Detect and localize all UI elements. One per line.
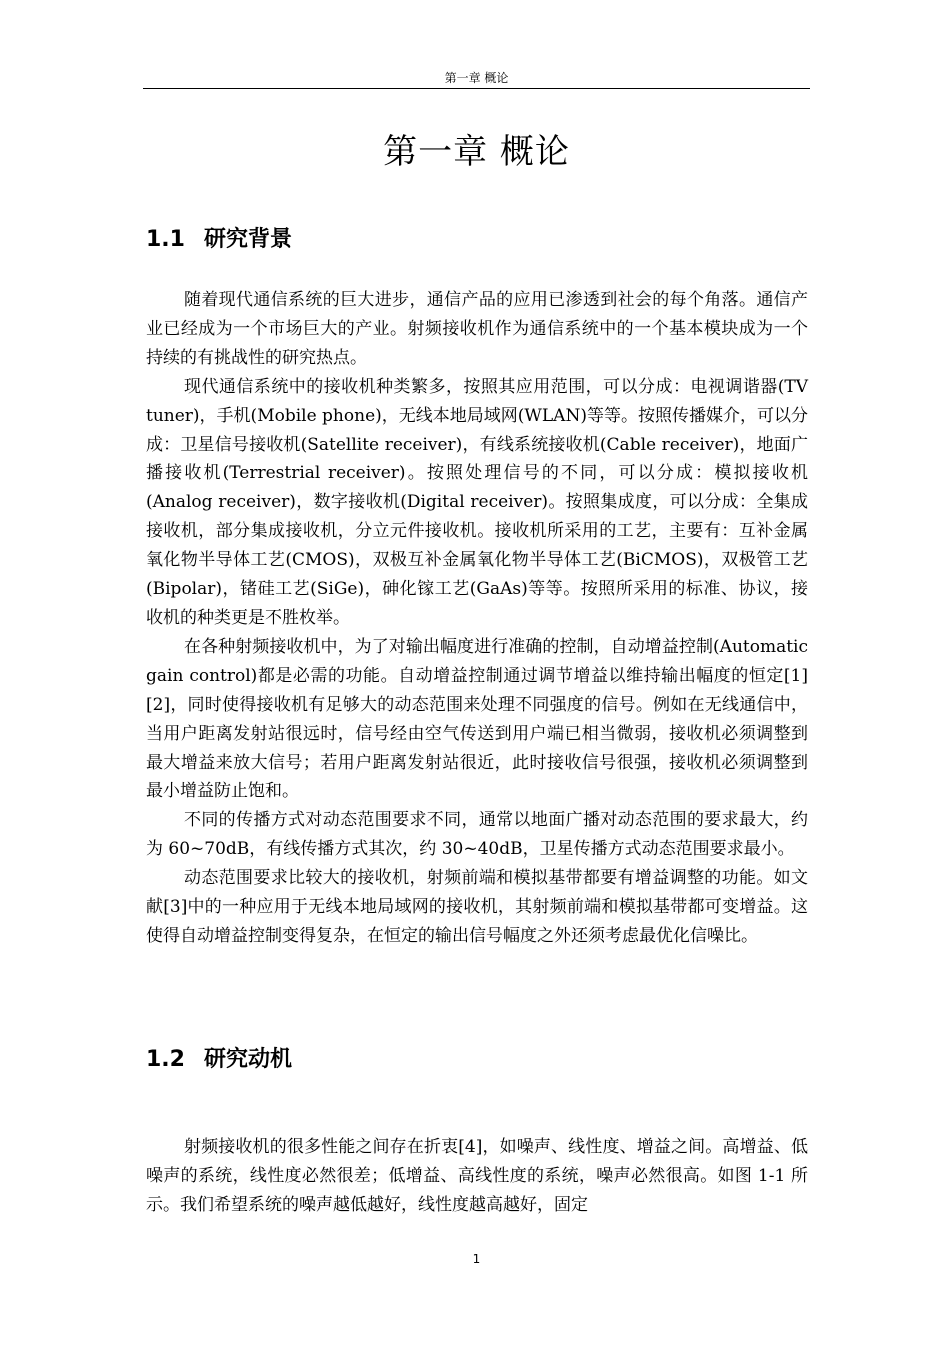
paragraph: 随着现代通信系统的巨大进步，通信产品的应用已渗透到社会的每个角落。通信产业已经成为一个市场巨大的产业。射频接收机作为通信系统中的一个基本模块成为一个持续的有挑战性的研究热点。 bbox=[146, 290, 808, 368]
paragraph: 现代通信系统中的接收机种类繁多，按照其应用范围，可以分成：电视调谐器(TV tuner)，手机(Mobile phone)，无线本地局域网(WLAN)等等。按照传播媒介，可以分成：卫星信号接收机(Satellite receiver)，有线系统接收机(Cable receiver)，地面广播接收机(Terrestrial receiver)。按照处理信号的不同，可以分成：模拟接收机(Analog receiver)，数字接收机(Digital receiver)。按照集成度，可以分成：全集成接收机，部分集成接收机，分立元件接收机。接收机所采用的工艺，主要有：互补金属氧化物半导体工艺(CMOS)，双极互补金属氧化物半导体工艺(BiCMOS)，双极管工艺(Bipolar)，锗硅工艺(SiGe)，砷化镓工艺(GaAs)等等。按照所采用的标准、协议，接收机的种类更是不胜枚举。 bbox=[146, 376, 808, 628]
section-title: 研究动机 bbox=[204, 1047, 293, 1072]
header-rule bbox=[143, 88, 810, 89]
section-body-1-1 bbox=[146, 286, 808, 951]
section-heading-1-1 bbox=[146, 224, 292, 256]
chapter-title: 第一章 概论 bbox=[383, 132, 570, 172]
section-title: 研究背景 bbox=[204, 227, 293, 252]
section-body-1-2 bbox=[146, 1133, 808, 1220]
paragraph: 动态范围要求比较大的接收机，射频前端和模拟基带都要有增益调整的功能。如文献[3]中的一种应用于无线本地局域网的接收机，其射频前端和模拟基带都可变增益。这使得自动增益控制变得复杂，在恒定的输出信号幅度之外还须考虑最优化信噪比。 bbox=[146, 868, 808, 946]
paragraph: 射频接收机的很多性能之间存在折衷[4]，如噪声、线性度、增益之间。高增益、低噪声的系统，线性度必然很差；低增益、高线性度的系统，噪声必然很高。如图 1-1 所示。我们希望系统的噪声越低越好，线性度越高越好，固定 bbox=[146, 1137, 808, 1215]
paragraph: 在各种射频接收机中，为了对输出幅度进行准确的控制，自动增益控制(Automatic gain control)都是必需的功能。自动增益控制通过调节增益以维持输出幅度的恒定[1][2]，同时使得接收机有足够大的动态范围来处理不同强度的信号。例如在无线通信中，当用户距离发射站很远时，信号经由空气传送到用户端已相当微弱，接收机必须调整到最大增益来放大信号；若用户距离发射站很近，此时接收信号很强，接收机必须调整到最小增益防止饱和。 bbox=[146, 636, 808, 802]
page-number: 1 bbox=[472, 1252, 481, 1266]
paragraph: 不同的传播方式对动态范围要求不同，通常以地面广播对动态范围的要求最大，约为 60~70dB，有线传播方式其次，约 30~40dB，卫星传播方式动态范围要求最小。 bbox=[146, 810, 808, 860]
running-header: 第一章 概论 bbox=[444, 71, 509, 85]
section-number: 1.1 bbox=[146, 227, 185, 252]
section-number: 1.2 bbox=[146, 1047, 185, 1072]
section-heading-1-2 bbox=[146, 1044, 292, 1076]
